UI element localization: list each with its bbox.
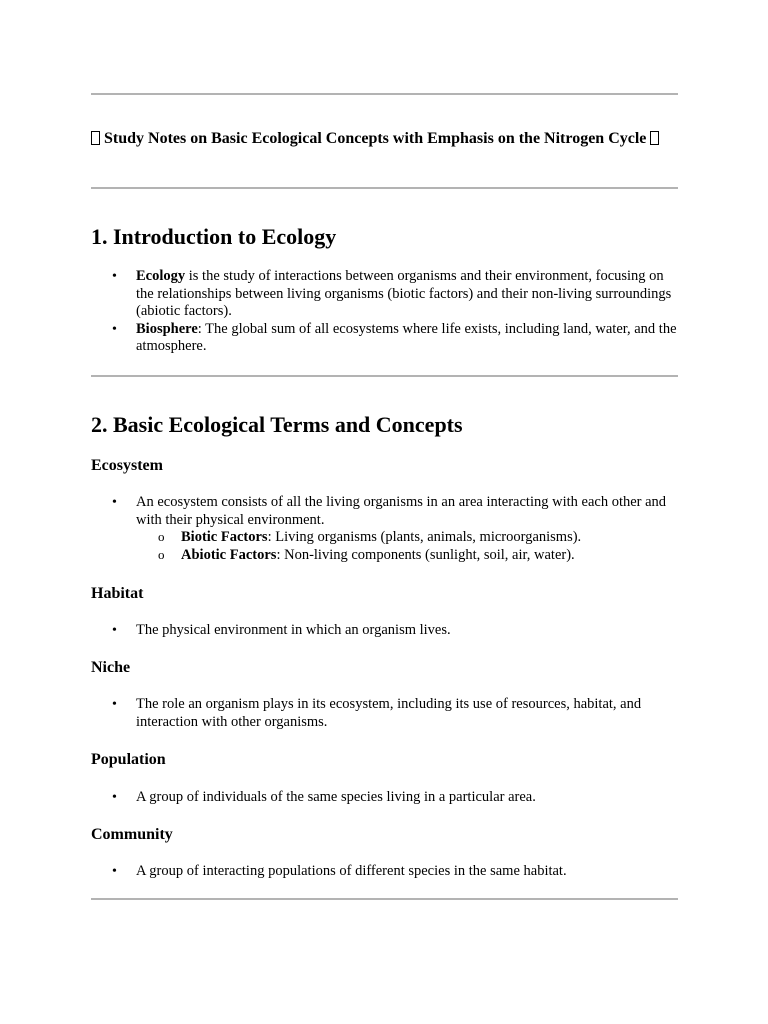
list-item-text: An ecosystem consists of all the living organisms in an area interacting with each other and with their physical environment. — [136, 494, 667, 528]
population-list — [91, 789, 678, 807]
section-heading-introduction: 1. Introduction to Ecology — [91, 224, 337, 249]
subheading-community: Community — [91, 826, 173, 843]
missing-glyph-icon — [650, 131, 659, 145]
horizontal-rule — [91, 898, 678, 900]
ecosystem-sublist — [136, 529, 678, 564]
horizontal-rule — [91, 187, 678, 189]
document-title-text: Study Notes on Basic Ecological Concepts with Emphasis on the Nitrogen Cycle — [104, 130, 647, 147]
horizontal-rule — [91, 375, 678, 377]
term-label: Biotic Factors — [181, 529, 268, 545]
list-item: • A group of interacting populations of different species in the same habitat. — [91, 863, 678, 881]
ecosystem-list — [91, 494, 678, 564]
list-item: • The role an organism plays in its ecosystem, including its use of resources, habitat, and interaction with other organisms. — [91, 696, 678, 731]
missing-glyph-icon — [91, 131, 100, 145]
list-item — [91, 494, 678, 564]
document-title — [91, 129, 678, 149]
sublist-item — [136, 529, 678, 547]
list-item — [91, 321, 678, 356]
list-item — [91, 268, 678, 321]
term-label: Biosphere — [136, 320, 198, 337]
term-definition: : Non-living components (sunlight, soil, air, water). — [276, 546, 575, 563]
habitat-list — [91, 622, 678, 640]
term-definition: : Living organisms (plants, animals, microorganisms). — [267, 529, 582, 545]
niche-list — [91, 696, 678, 731]
subheading-niche: Niche — [91, 659, 131, 676]
community-list — [91, 863, 678, 881]
section-heading-terms: 2. Basic Ecological Terms and Concepts — [91, 412, 463, 437]
introduction-list — [91, 268, 678, 356]
subheading-habitat: Habitat — [91, 585, 144, 602]
term-label: Abiotic Factors — [181, 546, 277, 563]
list-item: • The physical environment in which an organism lives. — [91, 622, 678, 640]
term-definition: : The global sum of all ecosystems where life exists, including land, water, and the atmosphere. — [136, 320, 677, 354]
sublist-item — [136, 547, 678, 565]
term-definition: is the study of interactions between organisms and their environment, focusing on the relationships between living organisms (biotic factors) and their non-living surroundings (abiotic factors). — [136, 268, 672, 319]
horizontal-rule — [91, 93, 678, 95]
term-label: Ecology — [136, 268, 186, 284]
subheading-population: Population — [91, 751, 166, 768]
subheading-ecosystem: Ecosystem — [91, 457, 163, 474]
list-item: • A group of individuals of the same species living in a particular area. — [91, 789, 678, 807]
